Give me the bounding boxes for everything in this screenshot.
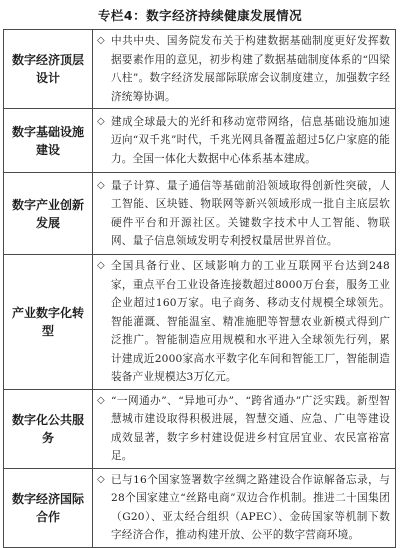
row-category: 数字经济顶层设计	[4, 30, 93, 109]
row-category: 数字产业创新发展	[4, 173, 93, 255]
table-row	[4, 173, 396, 255]
row-category: 数字经济国际合作	[4, 468, 93, 547]
diamond-bullet-icon: ◇	[97, 473, 105, 485]
row-body	[93, 30, 396, 109]
row-text: 已与16个国家签署数字丝绸之路建设合作谅解备忘录，与28个国家建立“丝路电商”双边合作机制。推进二十国集团（G20）、亚太经合组织（APEC）、金砖国家等机制下数字经济合作，推动构建开放、公平的数字营商环境。	[111, 473, 390, 541]
diamond-bullet-icon: ◇	[97, 260, 105, 271]
diamond-bullet-icon: ◇	[97, 35, 105, 46]
diamond-bullet-icon: ◇	[97, 179, 105, 191]
table-row	[4, 389, 396, 468]
row-text: 中共中央、国务院发布关于构建数据基础制度更好发挥数据要素作用的意见，初步构建了数据基础制度体系的“四梁八柱”。数字经济发展部际联席会议制度建立，加强数字经济统筹协调。	[111, 35, 390, 103]
row-body	[93, 468, 396, 547]
column-table	[3, 29, 396, 548]
table-row	[4, 109, 396, 173]
column-title: 专栏4：数字经济持续健康发展情况	[97, 8, 303, 23]
diamond-bullet-icon: ◇	[97, 394, 105, 406]
table-row	[4, 255, 396, 390]
row-body	[93, 109, 396, 173]
table-row	[4, 468, 396, 547]
row-text: “一网通办”、“异地可办”、“跨省通办”广泛实践。新型智慧城市建设取得积极进展，智慧交通、应急、广电等建设成效显著，数字乡村建设促进乡村宜居宜业、农民富裕富足。	[111, 394, 390, 462]
row-body	[93, 173, 396, 255]
row-body	[93, 255, 396, 390]
table-row	[4, 30, 396, 109]
row-text: 量子计算、量子通信等基础前沿领域取得创新性突破，人工智能、区块链、物联网等新兴领域形成一批自主底层软硬件平台和开源社区。关键数字技术中人工智能、物联网、量子信息领域发明专利授权量居世界首位。	[111, 179, 390, 247]
diamond-bullet-icon: ◇	[97, 115, 105, 127]
row-category: 产业数字化转型	[4, 255, 93, 390]
row-category: 数字化公共服务	[4, 389, 93, 468]
row-text: 建成全球最大的光纤和移动宽带网络，信息基础设施加速迈向“双千兆”时代，千兆光网具备覆盖超过5亿户家庭的能力。全国一体化大数据中心体系基本建成。	[111, 115, 390, 165]
row-body	[93, 389, 396, 468]
row-text: 全国具备行业、区域影响力的工业互联网平台达到248家，重点平台工业设备连接数超过8000万台套，服务工业企业超过160万家。电子商务、移动支付规模全球领先。智能灌溉、智能温室、精准施肥等智慧农业新模式得到广泛推广。智能制造应用规模和水平进入全球领先行列，累计建成近2000家高水平数字化车间和智能工厂，智能制造装备产业规模达3万亿元。	[111, 260, 390, 383]
row-category: 数字基础设施建设	[4, 109, 93, 173]
